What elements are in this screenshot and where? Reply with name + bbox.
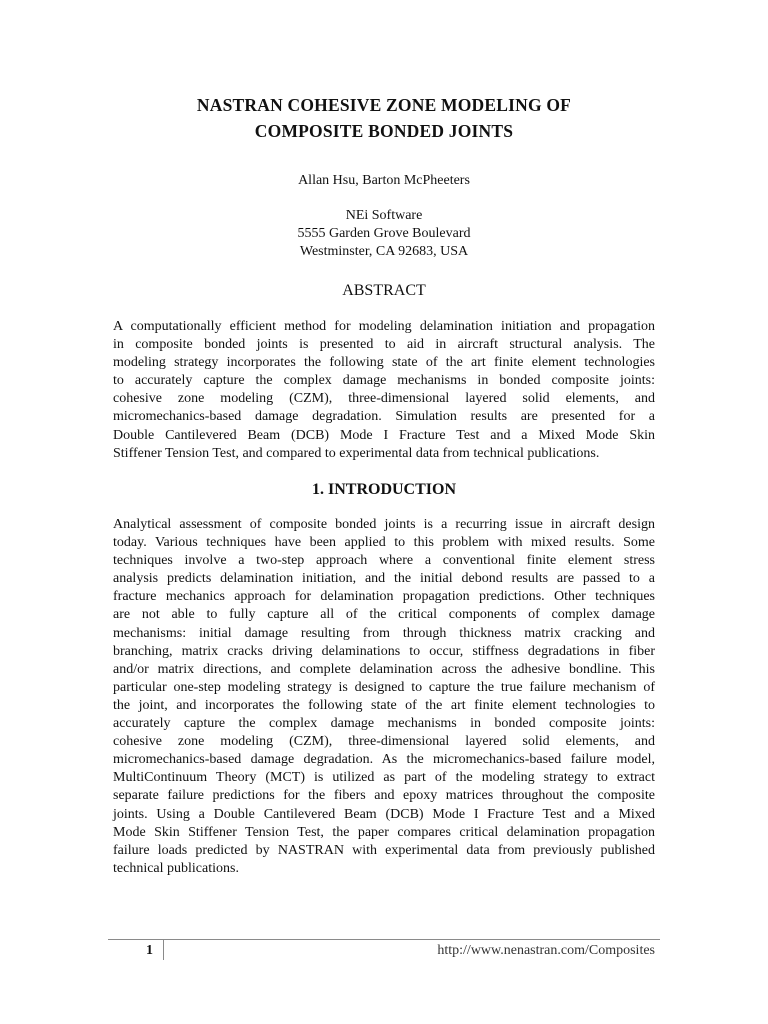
abstract-heading: ABSTRACT	[342, 282, 426, 299]
intro-line: Mode Skin Stiffener Tension Test, the paper compares critical delamination propagation	[113, 824, 655, 840]
abstract-body	[113, 318, 655, 463]
introduction-body	[113, 516, 655, 878]
intro-line: MultiContinuum Theory (MCT) is utilized as part of the modeling strategy to extract	[113, 770, 655, 786]
abstract-line: modeling strategy incorporates the following state of the art finite element technologies	[113, 355, 655, 371]
title-line-1: NASTRAN COHESIVE ZONE MODELING OF	[196, 95, 572, 115]
footer-divider	[163, 940, 164, 960]
footer-url[interactable]: http://www.nenastran.com/Composites	[437, 943, 655, 958]
intro-line: and/or matrix directions, and complete delamination across the adhesive bondline. This	[113, 661, 655, 677]
abstract-line: cohesive zone modeling (CZM), three-dimensional layered solid elements, and	[113, 391, 655, 407]
affiliation-street: 5555 Garden Grove Boulevard	[297, 226, 471, 241]
intro-line: separate failure predictions for the fibers and epoxy matrices throughout the composite	[113, 788, 655, 804]
paper-title	[0, 92, 768, 144]
page-number: 1	[146, 943, 153, 958]
intro-line: particular one-step modeling strategy is designed to capture the true failure mechanism of	[113, 679, 655, 695]
abstract-line: A computationally efficient method for modeling delamination initiation and propagation	[113, 319, 655, 334]
intro-line: today. Various techniques have been applied to this problem with mixed results. Some	[113, 535, 655, 551]
footer-rule	[108, 939, 660, 940]
intro-line: mechanisms: initial damage resulting from through thickness matrix cracking and	[113, 625, 655, 641]
intro-line: analysis predicts delamination initiation, and the initial debond results are passed to a	[113, 571, 655, 587]
abstract-line: Double Cantilevered Beam (DCB) Mode I Fracture Test and a Mixed Mode Skin	[113, 427, 655, 443]
intro-line: cohesive zone modeling (CZM), three-dimensional layered solid elements, and	[113, 734, 655, 750]
intro-line: branching, matrix cracks driving delaminations to occur, stiffness degradations in fiber	[113, 643, 655, 659]
intro-line: the joint, and incorporates the following state of the art finite element technologies to	[113, 697, 655, 713]
intro-line: Analytical assessment of composite bonded joints is a recurring issue in aircraft design	[113, 517, 655, 532]
abstract-line: to accurately capture the complex damage mechanisms in bonded composite joints:	[113, 373, 655, 389]
abstract-line: in composite bonded joints is presented to aid in aircraft structural analysis. The	[113, 337, 655, 353]
title-line-2: COMPOSITE BONDED JOINTS	[254, 121, 514, 141]
affiliation-company: NEi Software	[345, 208, 423, 223]
introduction-heading: 1. INTRODUCTION	[311, 481, 456, 498]
abstract-line: micromechanics-based damage degradation. Simulation results are presented for a	[113, 409, 655, 425]
intro-line: joints. Using a Double Cantilevered Beam (DCB) Mode I Fracture Test and a Mixed	[113, 806, 655, 822]
intro-line: fracture mechanics approach for delamination propagation predictions. Other techniques	[113, 589, 655, 605]
intro-line: techniques involve a two-step approach where a conventional finite element stress	[113, 553, 655, 569]
intro-line: failure loads predicted by NASTRAN with experimental data from previously published	[113, 842, 655, 858]
affiliation	[0, 207, 768, 261]
intro-line: accurately capture the complex damage mechanisms in bonded composite joints:	[113, 716, 655, 732]
intro-line: are not able to fully capture all of the critical components of complex damage	[113, 607, 655, 623]
intro-line: micromechanics-based damage degradation. As the micromechanics-based failure model,	[113, 752, 655, 768]
intro-line: technical publications.	[113, 860, 239, 876]
affiliation-city: Westminster, CA 92683, USA	[299, 244, 469, 259]
authors: Allan Hsu, Barton McPheeters	[298, 173, 470, 188]
abstract-line: Stiffener Tension Test, and compared to experimental data from technical publications.	[113, 445, 600, 461]
